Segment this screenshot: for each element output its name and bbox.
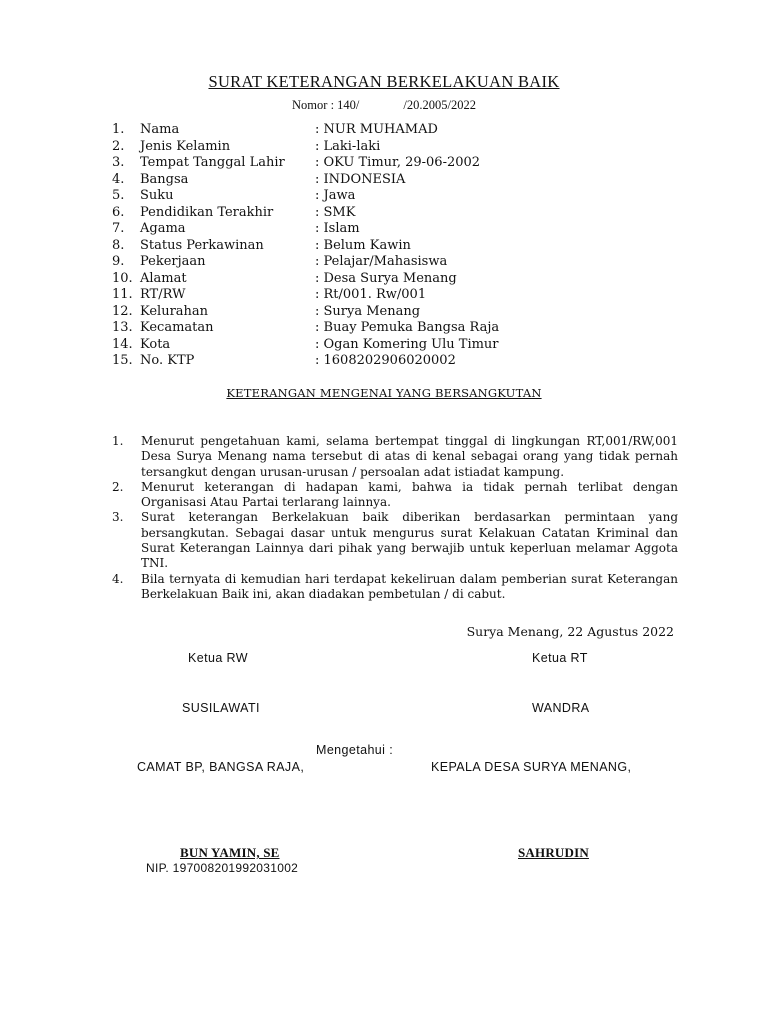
statement-item	[112, 434, 678, 480]
field-label: Tempat Tanggal Lahir	[140, 155, 285, 170]
field-value: : Pelajar/Mahasiswa	[315, 254, 448, 269]
field-number: 13.	[112, 320, 133, 335]
field-number: 11.	[112, 287, 133, 302]
field-row	[112, 254, 712, 271]
ketua-rw-title: Ketua RW	[188, 651, 248, 665]
field-row	[112, 139, 712, 156]
field-value: : Rt/001. Rw/001	[315, 287, 427, 302]
ketua-rt-name: WANDRA	[532, 701, 590, 715]
field-value: : SMK	[315, 204, 356, 220]
statement-number: 4.	[112, 571, 124, 586]
field-number: 6.	[112, 204, 125, 220]
field-value: : Laki-laki	[315, 138, 381, 154]
field-label: Pekerjaan	[140, 254, 206, 269]
field-number: 4.	[112, 171, 125, 187]
field-number: 8.	[112, 237, 125, 253]
field-value: : Belum Kawin	[315, 237, 411, 253]
kades-title: KEPALA DESA SURYA MENANG,	[431, 760, 632, 774]
field-row	[112, 172, 712, 189]
field-value: : Surya Menang	[315, 303, 421, 319]
field-label: Kecamatan	[140, 320, 214, 335]
field-row	[112, 320, 712, 337]
statement-text: Surat keterangan Berkelakuan baik diberikan berdasarkan permintaan yang bersangkutan. Sebagai dasar untuk mengurus surat Kelakuan Catatan Kriminal dan Surat Keterangan Lainnya dari pihak yang berwajib untuk keperluan melamar Aggota TNI.	[141, 510, 678, 571]
field-label: Kelurahan	[140, 303, 209, 319]
field-label: Suku	[140, 188, 174, 203]
field-label: Bangsa	[140, 171, 189, 187]
field-row	[112, 353, 712, 370]
field-number: 15.	[112, 353, 133, 368]
camat-name: BUN YAMIN, SE	[180, 845, 280, 860]
statement-number: 1.	[112, 434, 124, 448]
field-value: : Jawa	[315, 188, 356, 203]
field-row	[112, 238, 712, 255]
field-row	[112, 271, 712, 288]
field-value: : Ogan Komering Ulu Timur	[315, 336, 499, 352]
field-value: : Desa Surya Menang	[315, 270, 457, 286]
letter-number-prefix: Nomor : 140/	[292, 98, 360, 112]
field-number: 9.	[112, 254, 125, 269]
statement-number: 3.	[112, 510, 124, 525]
field-row	[112, 304, 712, 321]
field-row	[112, 205, 712, 222]
mengetahui-label: Mengetahui :	[316, 743, 394, 757]
field-number: 5.	[112, 188, 125, 203]
field-row	[112, 337, 712, 354]
field-label: Status Perkawinan	[140, 237, 264, 253]
field-value: : NUR MUHAMAD	[315, 122, 438, 137]
field-value: : OKU Timur, 29-06-2002	[315, 155, 481, 170]
field-row	[112, 155, 712, 172]
place-date: Surya Menang, 22 Agustus 2022	[466, 624, 674, 639]
letter-title: SURAT KETERANGAN BERKELAKUAN BAIK	[208, 72, 560, 91]
field-label: No. KTP	[140, 353, 195, 368]
field-value: : Islam	[315, 221, 360, 236]
field-label: Agama	[140, 221, 186, 236]
statement-text: Bila ternyata di kemudian hari terdapat kekeliruan dalam pemberian surat Keterangan Berkelakuan Baik ini, akan diadakan pembetulan / di cabut.	[141, 571, 678, 601]
identity-fields	[112, 122, 712, 370]
field-label: Kota	[140, 336, 171, 352]
field-label: Alamat	[140, 270, 187, 286]
field-label: Pendidikan Terakhir	[140, 204, 274, 220]
statement-item	[112, 510, 678, 571]
statement-text: Menurut pengetahuan kami, selama bertempat tinggal di lingkungan RT,001/RW,001 Desa Surya Menang nama tersebut di atas di kenal sebagai orang yang tidak pernah tersangkut dengan urusan-urusan / persoalan adat istiadat kampung.	[141, 434, 678, 479]
field-number: 10.	[112, 270, 133, 286]
camat-nip: NIP. 197008201992031002	[146, 861, 299, 875]
field-label: Nama	[140, 122, 180, 137]
field-value: : Buay Pemuka Bangsa Raja	[315, 320, 500, 335]
field-number: 12.	[112, 303, 133, 319]
statement-item	[112, 480, 678, 511]
field-number: 14.	[112, 336, 133, 352]
ketua-rw-name: SUSILAWATI	[182, 701, 260, 715]
letter-number	[0, 98, 768, 113]
kades-name: SAHRUDIN	[518, 845, 589, 860]
field-row	[112, 221, 712, 238]
field-row	[112, 188, 712, 205]
statement-text: Menurut keterangan di hadapan kami, bahwa ia tidak pernah terlibat dengan Organisasi Atau Partai terlarang lainnya.	[141, 479, 678, 510]
field-number: 2.	[112, 138, 125, 154]
field-label: RT/RW	[140, 287, 186, 302]
field-row	[112, 287, 712, 304]
field-label: Jenis Kelamin	[140, 138, 231, 154]
field-number: 1.	[112, 122, 125, 137]
field-number: 7.	[112, 221, 125, 236]
field-number: 3.	[112, 155, 125, 170]
field-value: : INDONESIA	[315, 171, 406, 187]
statement-number: 2.	[112, 479, 124, 494]
letter-number-suffix: /20.2005/2022	[403, 98, 476, 112]
ketua-rt-title: Ketua RT	[532, 651, 588, 665]
statement-item	[112, 572, 678, 603]
field-row	[112, 122, 712, 139]
statement-list	[112, 434, 678, 602]
section-heading: KETERANGAN MENGENAI YANG BERSANGKUTAN	[226, 386, 542, 400]
camat-title: CAMAT BP, BANGSA RAJA,	[137, 760, 305, 774]
field-value: : 1608202906020002	[315, 353, 456, 368]
